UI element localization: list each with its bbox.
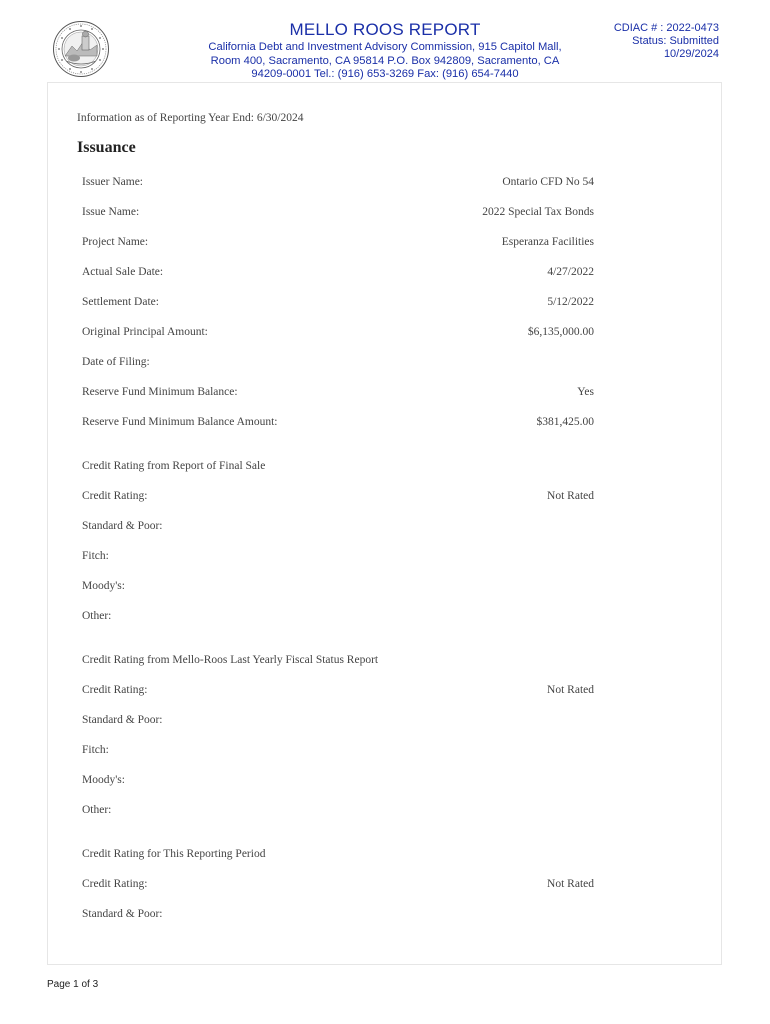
rating-row-other (82, 610, 594, 626)
section-title-issuance: Issuance (77, 139, 136, 156)
field-label: Reserve Fund Minimum Balance Amount: (82, 416, 278, 428)
subheading-last-yearly-rating: Credit Rating from Mello-Roos Last Yearly Fiscal Status Report (82, 654, 379, 666)
field-label: Standard & Poor: (82, 520, 163, 532)
field-row-settlement-date (82, 296, 594, 312)
report-title: MELLO ROOS REPORT (289, 20, 481, 39)
field-label: Other: (82, 610, 112, 622)
field-value: Not Rated (547, 684, 594, 696)
field-row-issue-name (82, 206, 594, 222)
field-label: Standard & Poor: (82, 908, 163, 920)
rating-row-credit-rating (82, 490, 594, 506)
field-value: Not Rated (547, 878, 594, 890)
address-line: Room 400, Sacramento, CA 95814 P.O. Box 942809, Sacramento, CA (210, 54, 560, 67)
field-label: Settlement Date: (82, 296, 159, 308)
field-row-original-principal (82, 326, 594, 342)
submitted-date: 10/29/2024 (663, 48, 719, 60)
field-label: Credit Rating: (82, 684, 148, 696)
report-meta (614, 22, 719, 61)
field-row-date-of-filing (82, 356, 594, 372)
commission-address (190, 41, 580, 82)
field-label: Date of Filing: (82, 356, 150, 368)
field-value: Ontario CFD No 54 (502, 176, 594, 188)
rating-row-fitch (82, 550, 594, 566)
address-line: 94209-0001 Tel.: (916) 653-3269 Fax: (916) 654-7440 (251, 68, 519, 80)
field-label: Issuer Name: (82, 176, 143, 188)
field-value: Esperanza Facilities (501, 236, 594, 248)
field-row-actual-sale-date (82, 266, 594, 282)
rating-row-standard-poor (82, 520, 594, 536)
subheading-this-period-rating: Credit Rating for This Reporting Period (82, 848, 266, 860)
subheading-final-sale-rating: Credit Rating from Report of Final Sale (82, 460, 266, 472)
field-row-reserve-fund-min-amount (82, 416, 594, 432)
page-number: Page 1 of 3 (47, 979, 99, 990)
field-label: Other: (82, 804, 112, 816)
field-label: Standard & Poor: (82, 714, 163, 726)
field-label: Issue Name: (82, 206, 140, 218)
field-value: 2022 Special Tax Bonds (482, 206, 594, 218)
field-value: $381,425.00 (536, 416, 594, 428)
field-value: 4/27/2022 (547, 266, 594, 278)
field-label: Moody's: (82, 580, 125, 592)
field-label: Fitch: (82, 550, 109, 562)
field-label: Actual Sale Date: (82, 266, 164, 278)
field-label: Original Principal Amount: (82, 326, 208, 338)
field-row-issuer-name (82, 176, 594, 192)
field-value: 5/12/2022 (547, 296, 594, 308)
field-label: Fitch: (82, 744, 109, 756)
rating-row-credit-rating (82, 878, 594, 894)
status-text: Status: Submitted (632, 35, 719, 47)
field-label: Credit Rating: (82, 878, 148, 890)
california-state-seal-icon (52, 20, 110, 78)
field-label: Reserve Fund Minimum Balance: (82, 386, 238, 398)
field-label: Credit Rating: (82, 490, 148, 502)
cdiac-number: CDIAC # : 2022-0473 (613, 22, 719, 34)
rating-row-standard-poor (82, 714, 594, 730)
field-value: Yes (577, 386, 594, 398)
rating-row-standard-poor (82, 908, 594, 924)
rating-row-moodys (82, 774, 594, 790)
field-value: Not Rated (547, 490, 594, 502)
field-label: Moody's: (82, 774, 125, 786)
field-row-project-name (82, 236, 594, 252)
field-value: $6,135,000.00 (527, 326, 594, 338)
rating-row-fitch (82, 744, 594, 760)
field-row-reserve-fund-min-balance (82, 386, 594, 402)
field-label: Project Name: (82, 236, 149, 248)
rating-row-credit-rating (82, 684, 594, 700)
address-line: California Debt and Investment Advisory Commission, 915 Capitol Mall, (208, 41, 562, 53)
rating-row-moodys (82, 580, 594, 596)
rating-row-other (82, 804, 594, 820)
reporting-year-info: Information as of Reporting Year End: 6/30/2024 (77, 112, 304, 124)
